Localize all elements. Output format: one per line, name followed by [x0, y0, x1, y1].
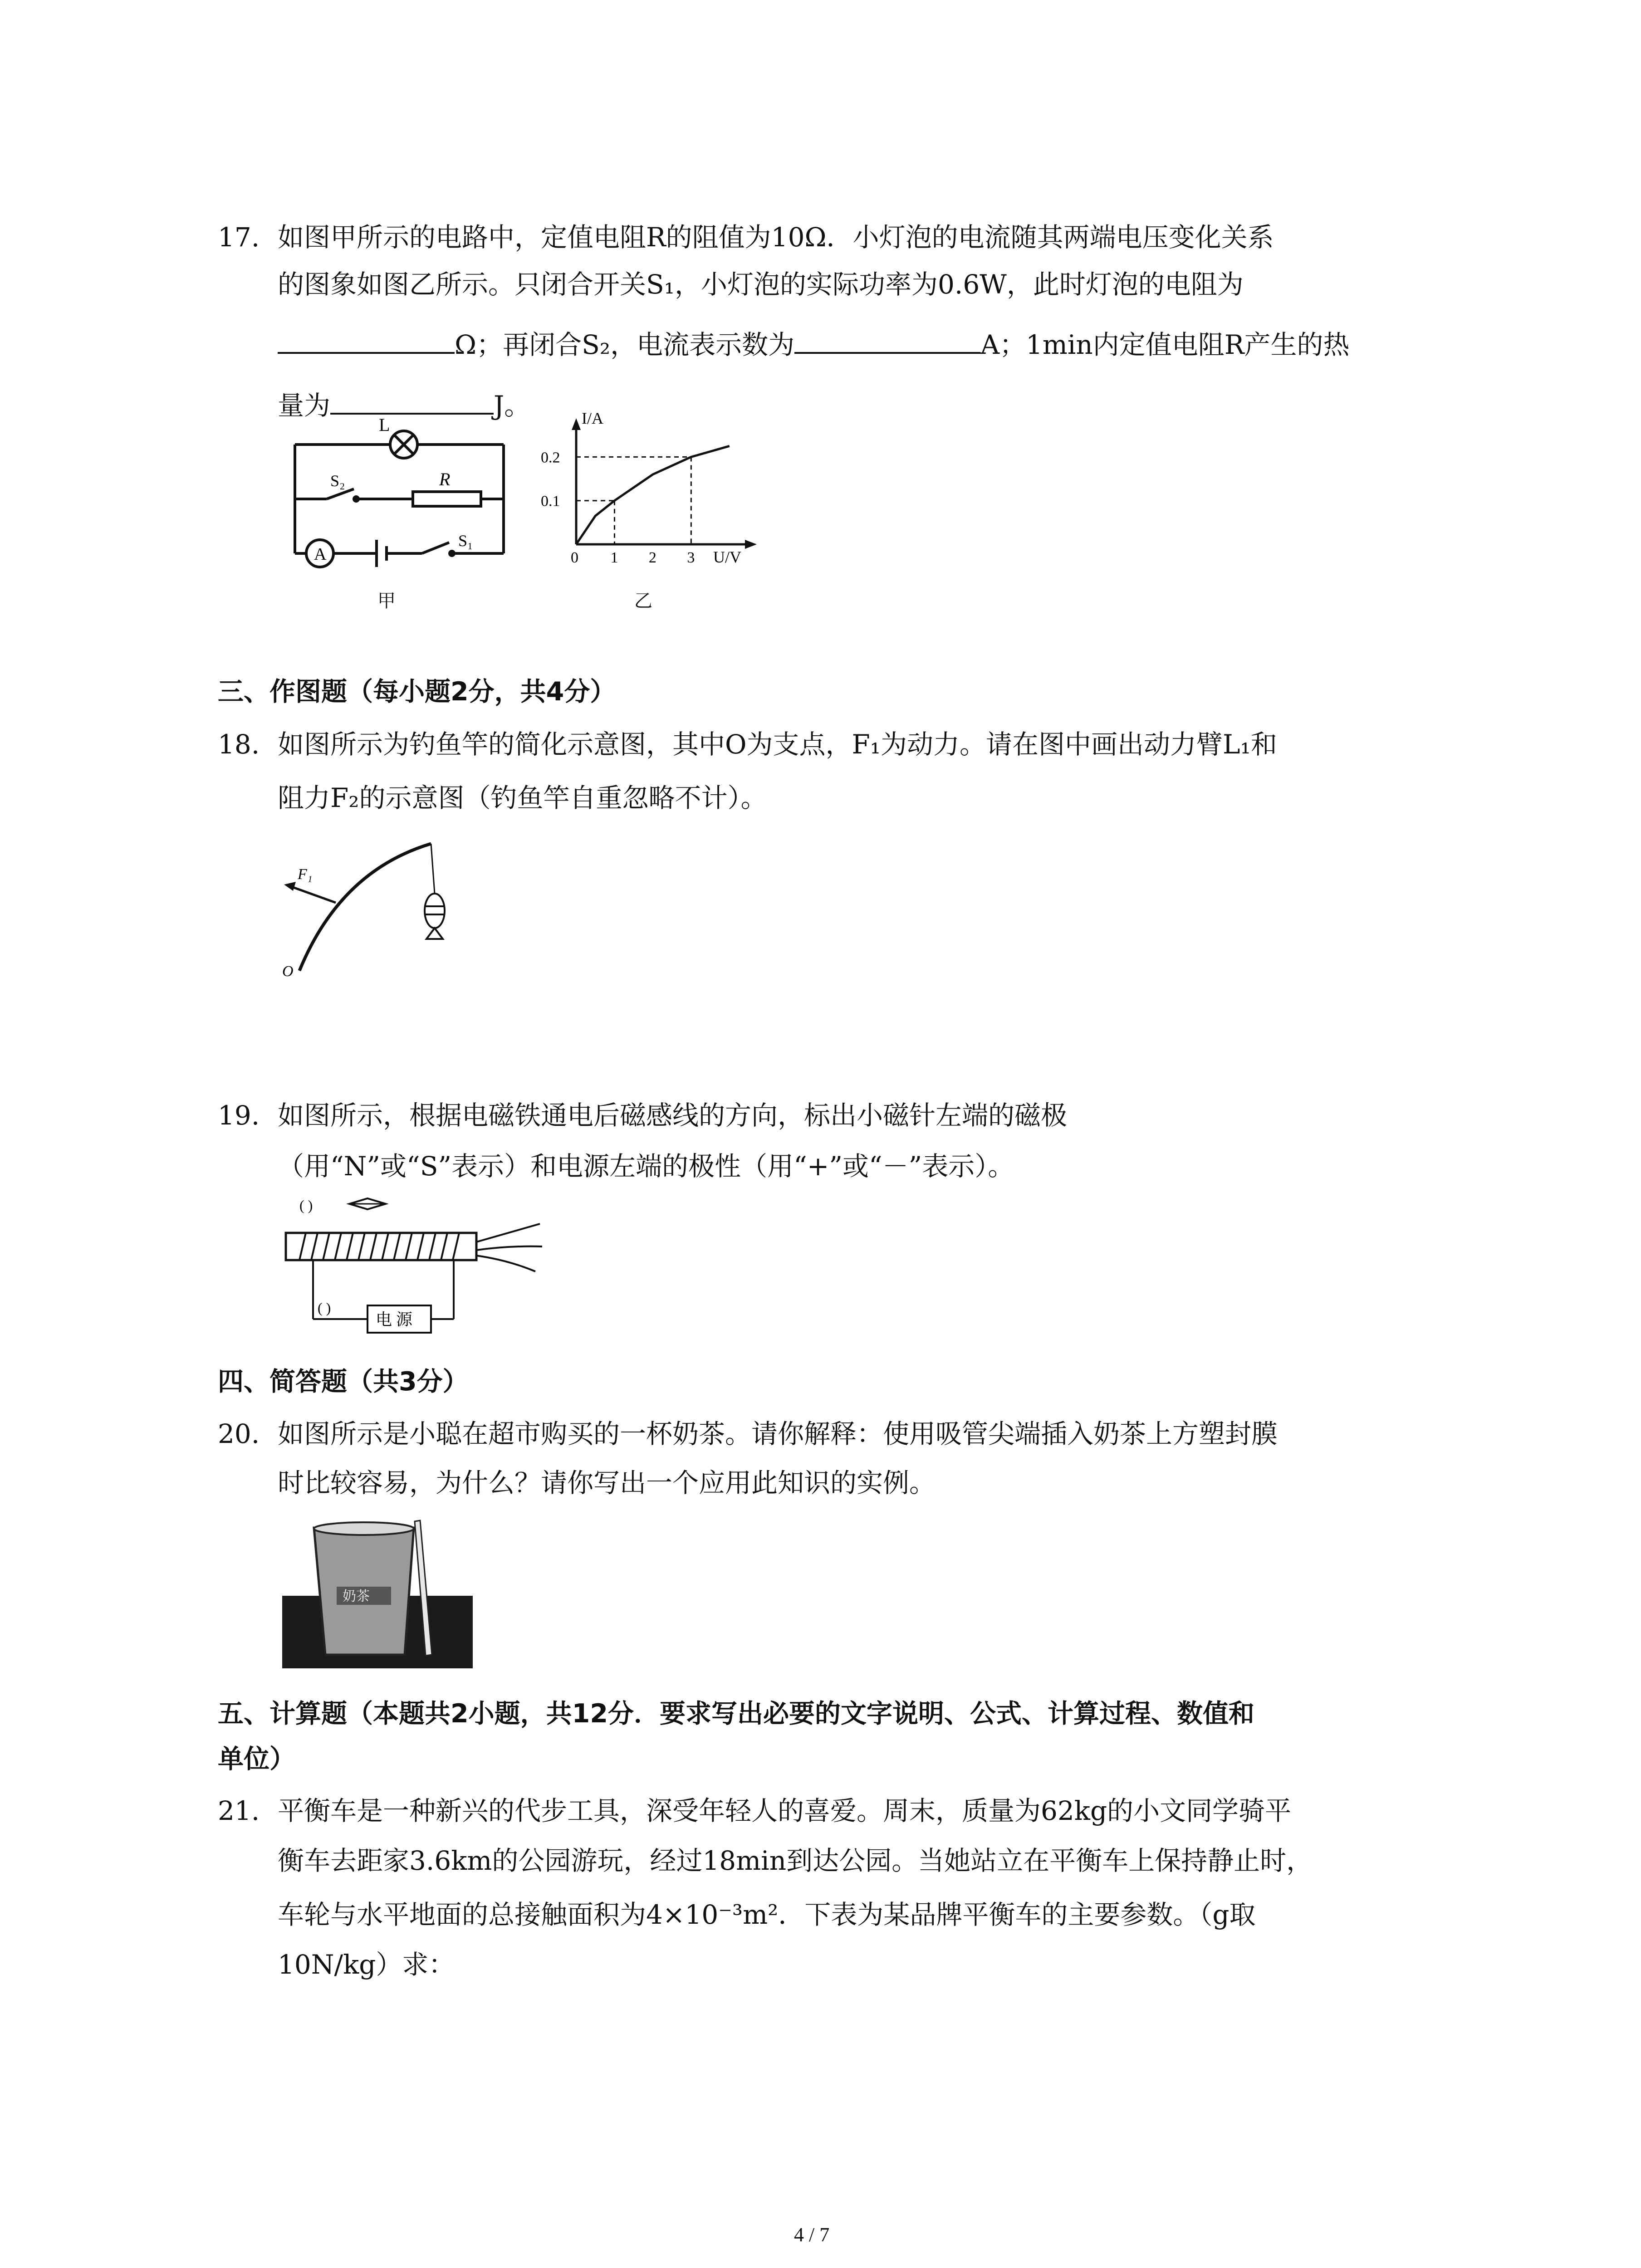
cup-label-text: 奶茶	[343, 1589, 370, 1604]
current-voltage-graph	[531, 408, 767, 572]
iv-curve-line	[576, 446, 730, 544]
power-polarity-blank[interactable]: ( )	[318, 1300, 331, 1316]
ammeter-label: A	[314, 545, 327, 564]
question-17-line-3-part-b: A；1min内定值电阻R产生的热	[980, 329, 1350, 360]
question-20-line-1: 如图所示是小聪在超市购买的一杯奶茶。请你解释：使用吸管尖端插入奶茶上方塑封膜	[278, 1418, 1278, 1449]
section-5-heading-line-2: 单位）	[218, 1744, 295, 1774]
resistor-label: R	[439, 469, 451, 489]
field-line-upper	[476, 1224, 540, 1242]
fishing-rod	[299, 844, 431, 971]
question-17-line-4-part-b: J。	[494, 390, 531, 421]
question-19-line-1: 如图所示，根据电磁铁通电后磁感线的方向，标出小磁针左端的磁极	[278, 1100, 1068, 1131]
section-4-heading: 四、简答题（共3分）	[218, 1367, 469, 1397]
question-20-number: 20.	[218, 1418, 260, 1449]
needle-pole-blank[interactable]: ( )	[299, 1197, 313, 1213]
section-5-heading-line-1: 五、计算题（本题共2小题，共12分．要求写出必要的文字说明、公式、计算过程、数值和	[218, 1699, 1254, 1729]
question-17-line-2: 的图象如图乙所示。只闭合开关S₁，小灯泡的实际功率为0.6W，此时灯泡的电阻为	[278, 269, 1244, 300]
sealing-film	[314, 1522, 414, 1535]
question-17-number: 17.	[218, 222, 260, 253]
question-21-number: 21.	[218, 1795, 260, 1826]
graph-caption: 乙	[634, 591, 652, 611]
page-number: 4 / 7	[794, 2224, 830, 2246]
answer-blank-current[interactable]	[794, 328, 980, 354]
x-tick-label-0: 0	[571, 549, 578, 566]
section-3-heading: 三、作图题（每小题2分，共4分）	[218, 677, 616, 707]
x-tick-label-2: 2	[648, 549, 656, 566]
field-line-lower	[476, 1256, 535, 1271]
field-line-middle	[476, 1246, 542, 1250]
y-tick-label-0.2: 0.2	[541, 449, 560, 466]
answer-blank-heat[interactable]	[330, 389, 494, 415]
question-17-line-1: 如图甲所示的电路中，定值电阻R的阻值为10Ω．小灯泡的电流随其两端电压变化关系	[278, 222, 1274, 253]
circuit-caption: 甲	[377, 591, 396, 611]
force-f1-arrow	[290, 886, 336, 903]
question-17-line-4-part-a: 量为	[278, 390, 331, 421]
question-18-line-1: 如图所示为钓鱼竿的简化示意图，其中O为支点，F₁为动力。请在图中画出动力臂L₁和	[278, 729, 1277, 760]
question-18-line-2: 阻力F₂的示意图（钓鱼竿自重忽略不计）。	[278, 782, 767, 813]
switch-s2-label: S₂	[330, 472, 345, 490]
y-axis-label: I/A	[582, 409, 603, 427]
lamp-label: L	[379, 417, 390, 435]
answer-blank-resistance[interactable]	[278, 328, 455, 354]
question-17-line-4	[278, 389, 530, 419]
y-axis-arrow	[572, 418, 581, 430]
question-21-line-3: 车轮与水平地面的总接触面积为4×10⁻³m²．下表为某品牌平衡车的主要参数。（g取	[278, 1899, 1256, 1930]
fishing-line	[431, 844, 435, 894]
question-17-line-3	[278, 328, 1349, 358]
x-tick-label-3: 3	[687, 549, 695, 566]
electromagnet-figure	[281, 1192, 554, 1342]
x-axis-label: U/V	[713, 548, 741, 566]
force-f1-label: F₁	[298, 866, 313, 883]
x-tick-label-1: 1	[610, 549, 618, 566]
question-21-line-2: 衡车去距家3.6km的公园游玩，经过18min到达公园。当她站立在平衡车上保持静止时，	[278, 1845, 1313, 1876]
circuit-diagram	[286, 417, 522, 590]
question-17-line-3-part-a: Ω；再闭合S₂，电流表示数为	[455, 329, 795, 360]
fish-icon	[425, 894, 445, 939]
switch-s1-label: S₁	[458, 532, 473, 550]
x-axis-arrow	[745, 540, 757, 549]
milk-tea-photo	[282, 1519, 473, 1668]
y-tick-label-0.1: 0.1	[541, 493, 560, 510]
force-f1-arrowhead	[284, 882, 296, 891]
question-20-line-2: 时比较容易，为什么？请你写出一个应用此知识的实例。	[278, 1467, 936, 1498]
question-19-line-2: （用“N”或“S”表示）和电源左端的极性（用“+”或“－”表示）。	[278, 1151, 1014, 1182]
question-21-line-4: 10N/kg）求：	[278, 1949, 455, 1980]
pivot-o-label: O	[282, 963, 294, 980]
question-18-number: 18.	[218, 729, 260, 760]
question-19-number: 19.	[218, 1100, 260, 1131]
question-21-line-1: 平衡车是一种新兴的代步工具，深受年轻人的喜爱。周末，质量为62kg的小文同学骑平	[278, 1795, 1292, 1826]
fishing-rod-figure	[281, 835, 463, 984]
power-source-label: 电 源	[376, 1310, 413, 1329]
